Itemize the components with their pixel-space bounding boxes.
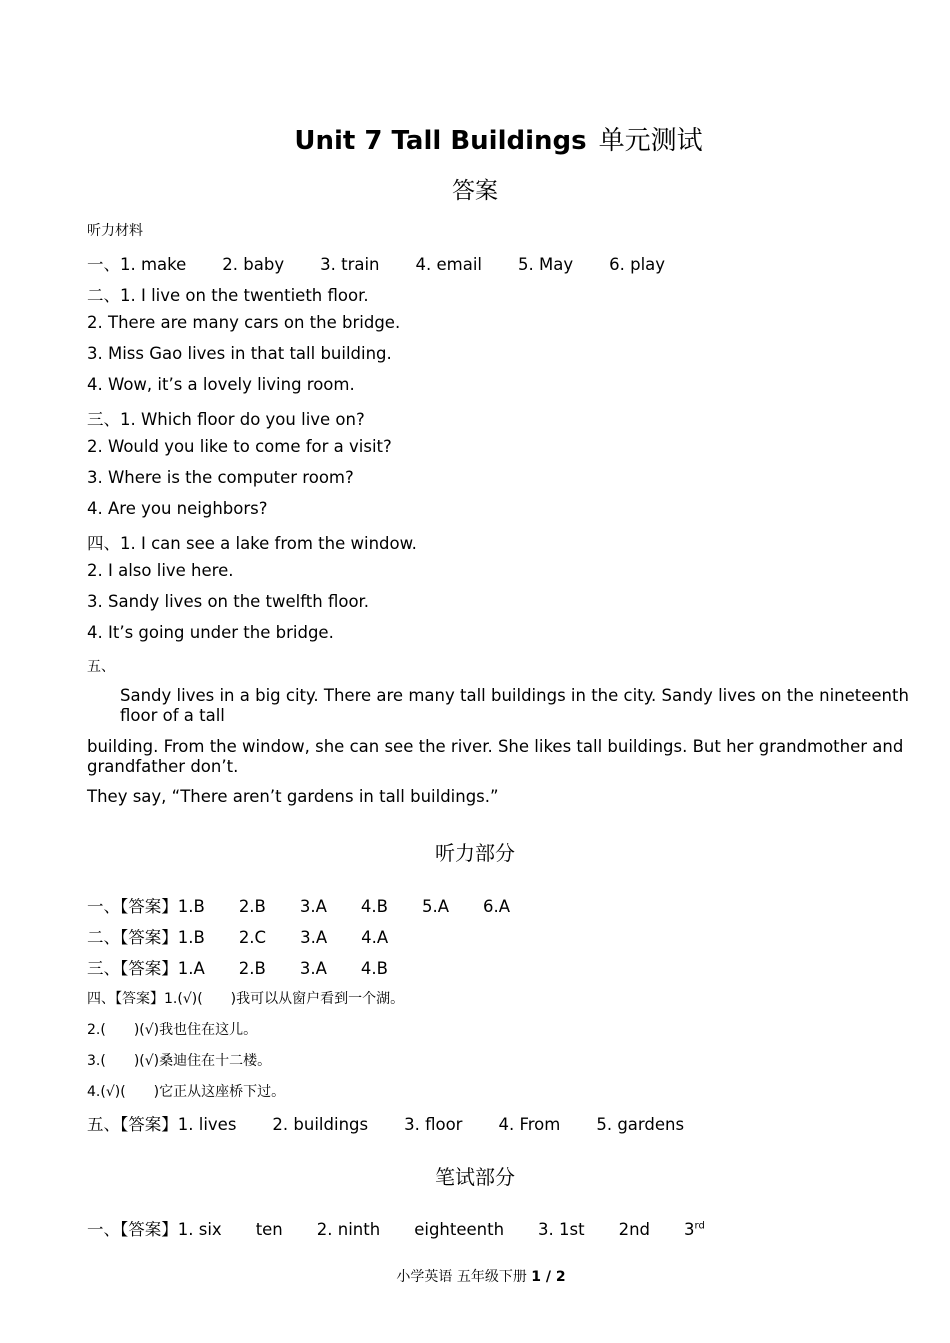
listening-part-heading: 听力部分 [435, 841, 515, 865]
title-chinese: 单元测试 [598, 126, 703, 156]
section-prefix: 三、 [87, 410, 120, 429]
list-item: 6. play [609, 255, 666, 274]
answer-item: 4. From [498, 1115, 561, 1134]
answer-item: 5.A [421, 897, 449, 916]
answer-item: 1.B [177, 897, 205, 916]
page-title [0, 120, 950, 157]
answer-item: 3. 1st [538, 1220, 585, 1239]
answer-item: 3 [684, 1220, 695, 1239]
answer-item: eighteenth [414, 1220, 505, 1239]
answer-item: 2. ninth [316, 1220, 381, 1239]
list-item: 2. baby [222, 255, 285, 274]
ordinal-suffix: rd [694, 1220, 705, 1232]
answer-prefix: 三、【答案】 [87, 959, 178, 978]
list-item: 3. train [320, 255, 380, 274]
list-item: 1. I can see a lake from the window. [120, 534, 417, 553]
answer-item: 6.A [483, 897, 511, 916]
answer-item: 4.A [361, 928, 389, 947]
answer-item: 5. gardens [596, 1115, 685, 1134]
lp-answer-5 [87, 1111, 684, 1135]
section-prefix: 二、 [87, 286, 120, 305]
lm-section-2-line-2: 2. There are many cars on the bridge. [87, 313, 401, 332]
lm-section-3-line-2: 2. Would you like to come for a visit? [87, 437, 392, 456]
lm-section-5-para-1: Sandy lives in a big city. There are many tall buildings in the city. Sandy lives on the nineteenth floor of a tall [120, 686, 909, 725]
answer-item: 1.A [177, 959, 205, 978]
lm-section-1 [87, 251, 665, 275]
list-item: 1. Which floor do you live on? [120, 410, 365, 429]
answer-item: 1. lives [177, 1115, 237, 1134]
list-item: 4. email [415, 255, 483, 274]
listening-material-heading: 听力材料 [87, 223, 143, 239]
lp-answer-1 [87, 893, 510, 917]
answer-item: ten [255, 1220, 283, 1239]
list-item: 5. May [518, 255, 574, 274]
lm-section-5-prefix: 五、 [87, 659, 115, 675]
answer-item: 4.B [360, 959, 388, 978]
answer-item: 3. floor [404, 1115, 463, 1134]
answer-item: 2.B [238, 959, 266, 978]
section-prefix: 四、 [87, 534, 120, 553]
lp-answer-3 [87, 955, 388, 979]
lp-answer-4-line-1: 四、【答案】1.(√)( )我可以从窗户看到一个湖。 [87, 991, 405, 1007]
lm-section-2-line-4: 4. Wow, it’s a lovely living room. [87, 375, 355, 394]
lm-section-4-line-1 [87, 530, 417, 554]
answer-item: 2.B [238, 897, 266, 916]
lm-section-3-line-4: 4. Are you neighbors? [87, 499, 268, 518]
lm-section-5-para-3: They say, “There aren’t gardens in tall buildings.” [87, 787, 499, 806]
lp-answer-2 [87, 924, 388, 948]
answer-prefix: 一、【答案】 [87, 1220, 178, 1239]
lm-section-4-line-2: 2. I also live here. [87, 561, 234, 580]
section-prefix: 一、 [87, 255, 120, 274]
footer-text: 小学英语 五年级下册 [396, 1269, 527, 1285]
answer-item: 2. buildings [272, 1115, 369, 1134]
lm-section-3-line-1 [87, 406, 365, 430]
lp-answer-4-line-4: 4.(√)( )它正从这座桥下过。 [87, 1084, 286, 1100]
lp-answer-4-line-3: 3.( )(√)桑迪住在十二楼。 [87, 1053, 272, 1069]
page-subtitle: 答案 [452, 178, 498, 204]
page-number: 1 / 2 [531, 1269, 566, 1285]
answer-item: 2.C [238, 928, 267, 947]
lm-section-2-line-1 [87, 282, 369, 306]
list-item: 1. I live on the twentieth floor. [120, 286, 369, 305]
wp-answer-1 [87, 1216, 705, 1240]
list-item: 1. make [120, 255, 187, 274]
answer-item: 3.A [299, 897, 327, 916]
writing-part-heading: 笔试部分 [435, 1165, 515, 1189]
title-english: Unit 7 Tall Buildings [294, 126, 587, 156]
lm-section-4-line-3: 3. Sandy lives on the twelfth floor. [87, 592, 370, 611]
lm-section-5-para-2: building. From the window, she can see the river. She likes tall buildings. But her grandmother and grandfather don’t. [87, 737, 904, 776]
answer-item: 3.A [300, 928, 328, 947]
lm-section-2-line-3: 3. Miss Gao lives in that tall building. [87, 344, 392, 363]
answer-item: 2nd [618, 1220, 651, 1239]
answer-prefix: 二、【答案】 [87, 928, 178, 947]
lm-section-3-line-3: 3. Where is the computer room? [87, 468, 354, 487]
answer-item: 1. six [177, 1220, 222, 1239]
answer-prefix: 五、【答案】 [87, 1115, 178, 1134]
page-footer [0, 1266, 950, 1286]
answer-item: 3.A [299, 959, 327, 978]
lp-answer-4-line-2: 2.( )(√)我也住在这儿。 [87, 1022, 258, 1038]
lm-section-4-line-4: 4. It’s going under the bridge. [87, 623, 334, 642]
answer-item: 1.B [177, 928, 205, 947]
answer-prefix: 一、【答案】 [87, 897, 178, 916]
answer-item: 4.B [360, 897, 388, 916]
